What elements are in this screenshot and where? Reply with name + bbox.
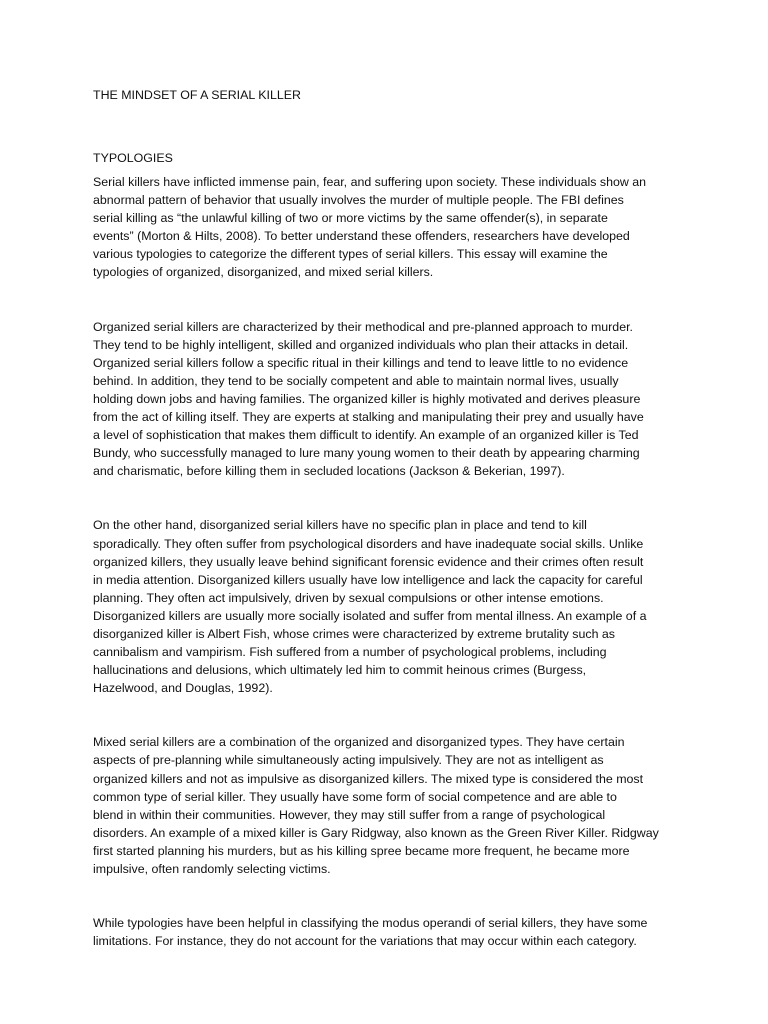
text-line: a level of sophistication that makes them difficult to identify. An example of an organized killer is Ted: [93, 428, 639, 443]
text-line: from the act of killing itself. They are experts at stalking and manipulating their prey and usually have: [93, 410, 644, 425]
document-title: THE MINDSET OF A SERIAL KILLER: [93, 88, 301, 102]
text-line: sporadically. They often suffer from psychological disorders and have inadequate social skills. Unlike: [93, 536, 644, 551]
text-line: cannibalism and vampirism. Fish suffered from a number of psychological problems, including: [93, 645, 607, 660]
text-line: Serial killers have inflicted immense pain, fear, and suffering upon society. These individuals show an: [93, 175, 647, 189]
section-heading: TYPOLOGIES: [93, 151, 173, 165]
text-line: Bundy, who successfully managed to lure many young women to their death by appearing charming: [93, 446, 640, 461]
text-line: various typologies to categorize the different types of serial killers. This essay will examine the: [93, 247, 608, 262]
paragraph-limitations: [93, 914, 681, 950]
text-line: in media attention. Disorganized killers usually have low intelligence and lack the capacity for careful: [93, 572, 643, 587]
text-line: limitations. For instance, they do not account for the variations that may occur within each category.: [93, 934, 637, 949]
document-page: [93, 86, 681, 950]
paragraph-disorganized: [93, 516, 681, 697]
text-line: disorganized killer is Albert Fish, whose crimes were characterized by extreme brutality such as: [93, 626, 615, 641]
text-line: blend in within their communities. However, they may still suffer from a range of psychological: [93, 807, 606, 822]
text-line: Hazelwood, and Douglas, 1992).: [93, 681, 273, 696]
text-line: serial killing as “the unlawful killing of two or more victims by the same offender(s), in separate: [93, 211, 608, 226]
text-line: organized killers and not as impulsive as disorganized killers. The mixed type is considered the most: [93, 771, 644, 786]
text-line: typologies of organized, disorganized, and mixed serial killers.: [93, 265, 434, 280]
text-line: first started planning his murders, but as his killing spree became more frequent, he became more: [93, 843, 630, 858]
text-line: hallucinations and delusions, which ultimately led him to commit heinous crimes (Burgess,: [93, 663, 587, 678]
text-line: impulsive, often randomly selecting victims.: [93, 862, 331, 876]
text-line: They tend to be highly intelligent, skilled and organized individuals who plan their attacks in detail.: [93, 337, 629, 352]
paragraph-introduction: [93, 173, 681, 282]
text-line: and charismatic, before killing them in secluded locations (Jackson & Bekerian, 1997).: [93, 464, 565, 479]
paragraph-organized: [93, 318, 681, 481]
text-line: While typologies have been helpful in classifying the modus operandi of serial killers, they have some: [93, 916, 648, 931]
text-line: Mixed serial killers are a combination of the organized and disorganized types. They have certain: [93, 735, 625, 750]
text-line: events” (Morton & Hilts, 2008). To better understand these offenders, researchers have developed: [93, 229, 630, 244]
text-line: aspects of pre-planning while simultaneously acting impulsively. They are not as intelligent as: [93, 753, 604, 768]
paragraph-mixed: [93, 733, 681, 878]
text-line: disorders. An example of a mixed killer is Gary Ridgway, also known as the Green River Killer. Ridgway: [93, 825, 659, 840]
text-line: On the other hand, disorganized serial killers have no specific plan in place and tend to kill: [93, 518, 587, 533]
text-line: holding down jobs and having families. The organized killer is highly motivated and derives pleasure: [93, 391, 641, 406]
text-line: Organized serial killers follow a specific ritual in their killings and tend to leave little to no evidence: [93, 355, 629, 370]
text-line: Organized serial killers are characterized by their methodical and pre-planned approach to murder.: [93, 319, 633, 334]
text-line: abnormal pattern of behavior that usually involves the murder of multiple people. The FBI defines: [93, 193, 624, 208]
text-line: Disorganized killers are usually more socially isolated and suffer from mental illness. An example of a: [93, 608, 647, 623]
text-line: behind. In addition, they tend to be socially competent and able to maintain normal lives, usually: [93, 373, 619, 388]
text-line: planning. They often act impulsively, driven by sexual compulsions or other intense emotions.: [93, 590, 604, 605]
text-line: common type of serial killer. They usually have some form of social competence and are able to: [93, 789, 617, 804]
text-line: organized killers, they usually leave behind significant forensic evidence and their crimes often result: [93, 554, 644, 569]
